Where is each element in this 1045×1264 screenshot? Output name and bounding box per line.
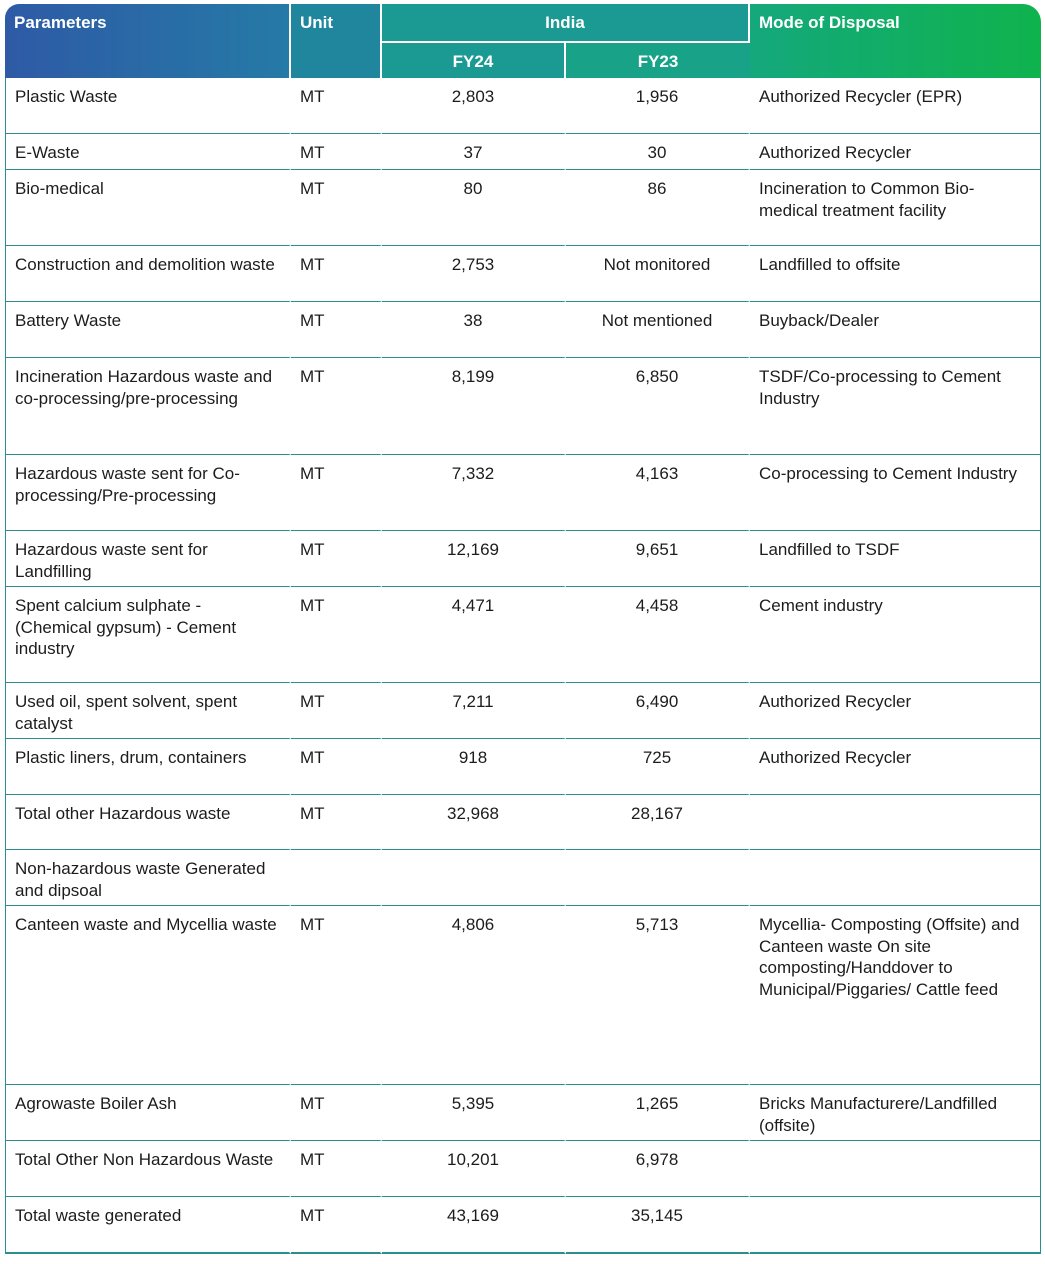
- fy23-value-cell: [566, 850, 750, 906]
- fy24-value-cell: 5,395: [382, 1085, 566, 1141]
- table-row: [5, 795, 1041, 850]
- fy23-value-cell: 1,265: [566, 1085, 750, 1141]
- parameter-cell: Plastic liners, drum, containers: [5, 739, 291, 795]
- unit-cell: [291, 850, 382, 906]
- header-india: India: [382, 4, 750, 41]
- fy23-value-cell: 6,490: [566, 683, 750, 739]
- header-fy24: FY24: [382, 41, 566, 78]
- fy24-value-cell: 4,471: [382, 587, 566, 683]
- mode-of-disposal-cell: Buyback/Dealer: [750, 302, 1041, 358]
- parameter-cell: Spent calcium sulphate - (Chemical gypsum) - Cement industry: [5, 587, 291, 683]
- fy24-value-cell: 2,753: [382, 246, 566, 302]
- fy23-value-cell: 9,651: [566, 531, 750, 587]
- fy23-value-cell: 35,145: [566, 1197, 750, 1254]
- mode-of-disposal-cell: Cement industry: [750, 587, 1041, 683]
- fy23-value-cell: 6,850: [566, 358, 750, 455]
- fy24-value-cell: 8,199: [382, 358, 566, 455]
- fy24-value-cell: 38: [382, 302, 566, 358]
- table-row: [5, 1141, 1041, 1197]
- mode-of-disposal-cell: [750, 1141, 1041, 1197]
- parameter-cell: Non-hazardous waste Generated and dipsoal: [5, 850, 291, 906]
- unit-cell: MT: [291, 906, 382, 1085]
- unit-cell: MT: [291, 455, 382, 531]
- mode-of-disposal-cell: Mycellia- Composting (Offsite) and Canteen waste On site composting/Handdover to Municipal/Piggaries/ Cattle feed: [750, 906, 1041, 1085]
- mode-of-disposal-cell: TSDF/Co-processing to Cement Industry: [750, 358, 1041, 455]
- fy24-value-cell: 10,201: [382, 1141, 566, 1197]
- table-row: [5, 302, 1041, 358]
- parameter-cell: Canteen waste and Mycellia waste: [5, 906, 291, 1085]
- fy24-value-cell: 918: [382, 739, 566, 795]
- table-row: [5, 587, 1041, 683]
- mode-of-disposal-cell: Co-processing to Cement Industry: [750, 455, 1041, 531]
- unit-cell: MT: [291, 739, 382, 795]
- table-row: [5, 739, 1041, 795]
- parameter-cell: Battery Waste: [5, 302, 291, 358]
- fy23-value-cell: 1,956: [566, 78, 750, 134]
- parameter-cell: Total other Hazardous waste: [5, 795, 291, 850]
- table-row: [5, 1085, 1041, 1141]
- parameter-cell: Total waste generated: [5, 1197, 291, 1254]
- table-row: [5, 850, 1041, 906]
- unit-cell: MT: [291, 587, 382, 683]
- unit-cell: MT: [291, 358, 382, 455]
- fy24-value-cell: 32,968: [382, 795, 566, 850]
- fy24-value-cell: 7,332: [382, 455, 566, 531]
- parameter-cell: Incineration Hazardous waste and co-processing/pre-processing: [5, 358, 291, 455]
- unit-cell: MT: [291, 683, 382, 739]
- table-body: [5, 78, 1041, 1254]
- fy23-value-cell: 86: [566, 170, 750, 246]
- table-row: [5, 358, 1041, 455]
- table-header: [5, 4, 1041, 78]
- fy24-value-cell: 43,169: [382, 1197, 566, 1254]
- mode-of-disposal-cell: [750, 1197, 1041, 1254]
- fy24-value-cell: 7,211: [382, 683, 566, 739]
- fy23-value-cell: 4,163: [566, 455, 750, 531]
- fy24-value-cell: 37: [382, 134, 566, 170]
- mode-of-disposal-cell: Incineration to Common Bio-medical treatment facility: [750, 170, 1041, 246]
- fy23-value-cell: 28,167: [566, 795, 750, 850]
- fy23-value-cell: 725: [566, 739, 750, 795]
- unit-cell: MT: [291, 1141, 382, 1197]
- parameter-cell: Hazardous waste sent for Landfilling: [5, 531, 291, 587]
- fy23-value-cell: 4,458: [566, 587, 750, 683]
- unit-cell: MT: [291, 78, 382, 134]
- fy24-value-cell: 2,803: [382, 78, 566, 134]
- waste-disposal-table: [5, 4, 1041, 1254]
- unit-cell: MT: [291, 795, 382, 850]
- table-row: [5, 531, 1041, 587]
- mode-of-disposal-cell: Bricks Manufacturere/Landfilled (offsite): [750, 1085, 1041, 1141]
- mode-of-disposal-cell: Authorized Recycler: [750, 683, 1041, 739]
- header-unit: Unit: [291, 4, 382, 78]
- unit-cell: MT: [291, 134, 382, 170]
- parameter-cell: E-Waste: [5, 134, 291, 170]
- table-row: [5, 906, 1041, 1085]
- parameter-cell: Hazardous waste sent for Co-processing/Pre-processing: [5, 455, 291, 531]
- table-row: [5, 1197, 1041, 1254]
- mode-of-disposal-cell: [750, 795, 1041, 850]
- fy24-value-cell: 12,169: [382, 531, 566, 587]
- table-row: [5, 455, 1041, 531]
- table-row: [5, 134, 1041, 170]
- fy23-value-cell: 6,978: [566, 1141, 750, 1197]
- fy23-value-cell: 30: [566, 134, 750, 170]
- table-row: [5, 683, 1041, 739]
- parameter-cell: Used oil, spent solvent, spent catalyst: [5, 683, 291, 739]
- parameter-cell: Bio-medical: [5, 170, 291, 246]
- fy23-value-cell: Not monitored: [566, 246, 750, 302]
- table-row: [5, 170, 1041, 246]
- header-parameters: Parameters: [5, 4, 291, 78]
- table-row: [5, 246, 1041, 302]
- fy23-value-cell: Not mentioned: [566, 302, 750, 358]
- mode-of-disposal-cell: Authorized Recycler: [750, 739, 1041, 795]
- parameter-cell: Construction and demolition waste: [5, 246, 291, 302]
- parameter-cell: Plastic Waste: [5, 78, 291, 134]
- parameter-cell: Agrowaste Boiler Ash: [5, 1085, 291, 1141]
- fy24-value-cell: [382, 850, 566, 906]
- header-fy23: FY23: [566, 41, 750, 78]
- mode-of-disposal-cell: [750, 850, 1041, 906]
- mode-of-disposal-cell: Landfilled to TSDF: [750, 531, 1041, 587]
- mode-of-disposal-cell: Authorized Recycler: [750, 134, 1041, 170]
- table-row: [5, 78, 1041, 134]
- fy24-value-cell: 80: [382, 170, 566, 246]
- unit-cell: MT: [291, 1197, 382, 1254]
- fy24-value-cell: 4,806: [382, 906, 566, 1085]
- unit-cell: MT: [291, 302, 382, 358]
- mode-of-disposal-cell: Landfilled to offsite: [750, 246, 1041, 302]
- unit-cell: MT: [291, 531, 382, 587]
- unit-cell: MT: [291, 1085, 382, 1141]
- unit-cell: MT: [291, 170, 382, 246]
- unit-cell: MT: [291, 246, 382, 302]
- header-mode-of-disposal: Mode of Disposal: [750, 4, 1041, 78]
- fy23-value-cell: 5,713: [566, 906, 750, 1085]
- parameter-cell: Total Other Non Hazardous Waste: [5, 1141, 291, 1197]
- mode-of-disposal-cell: Authorized Recycler (EPR): [750, 78, 1041, 134]
